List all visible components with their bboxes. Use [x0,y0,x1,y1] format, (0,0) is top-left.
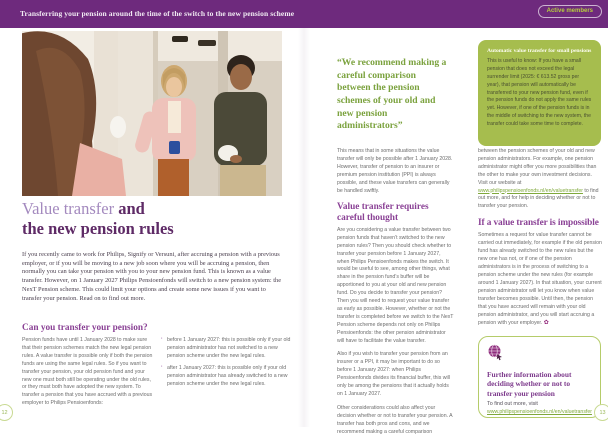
list-item: · before 1 January 2027: this is possible only if your old pension administrator has not switched to a new pension scheme under the new legal rules. [167,337,294,361]
paragraph: This means that in some situations the value transfer will only be possible after 1 January 2028. However, transfer of pension to an insurer or premium pension institution (PPI) is always possible, and these value transfers can generally be handled swiftly. [337,148,453,194]
transfer-conditions-list [160,337,294,392]
further-information-box [478,336,601,418]
page-number-left: 12 [0,404,13,421]
info-box-link[interactable]: www.philipspensioenfonds.nl/en/valuetransfer [487,408,592,415]
paragraph: Other considerations could also affect your decision whether or not to transfer your pension. A transfer has both pros and cons, and we recommend making a careful comparison [337,404,453,435]
paragraph-text: between the pension schemes of your old and new pension administrators. For example, one pension administrator might offer you more possibilities than the other to make your own investment decisions. Visit our website at [478,148,597,186]
banner-title: Transferring your pension around the time of the switch to the new pension scheme [20,9,295,18]
logo-flower-icon: ✿ [543,320,549,327]
top-banner [0,0,608,28]
list-item: · after 1 January 2027: this is possible only if your old pension administrator has already switched to a new pension scheme under the new legal rules. [167,365,294,389]
paragraph-text: to find out more, and for help in deciding whether or not to transfer your pension. [478,187,599,210]
section-heading-can-you-transfer: Can you transfer your pension? [22,323,148,333]
small-pensions-callout-box [478,40,601,146]
right-page-column-2 [478,148,603,335]
paragraph [478,148,603,211]
info-box-note: To find out more, visit [487,400,538,407]
paragraph [478,232,603,328]
section-body-can-you-transfer: Pension funds have until 1 January 2028 to make sure that their pension schemes match the new legal pension rules. A value transfer is possible only if both the pension funds are using the same legal rules. So if you want to transfer your pension, your old pension fund and your new one must both still be operating under the old rules, or they must both have adopted the new system. To transfer a pension that you have accrued with a previous employer to Philips Pensioenfonds: [22,337,153,407]
valuetransfer-link[interactable]: www.philipspensioenfonds.nl/en/valuetransfer [478,187,583,194]
paragraph-text: Sometimes a request for value transfer cannot be carried out immediately, for example if the old pension fund has already switched to the new rules but the new one has not, or if one of the pension administrators is in the process of switching to a pension scheme under the new rules (for example around 1 January 2027). In that situation, your current pension administrator will let you know when value transfer becomes possible. Until then, the pension that you have accrued will remain with your old pension administrator, and you will start accruing a pension with your employer. [478,232,602,327]
page-title-line2: the new pension rules [22,219,174,239]
section-heading-transfer-impossible: If a value transfer is impossible [478,218,599,229]
section-heading-careful-thought: Value transfer requires careful thought [337,202,429,223]
pull-quote: “We recommend making a careful comparison between the pension schemes of your old and new pension administrators” [337,57,447,132]
intro-paragraph: If you recently came to work for Philips, Signify or Versuni, after accruing a pension with a previous employer, or if you will be moving to a new job soon where you will be accruing a pension, then normally you can take your pension with you to your new pension fund. This is known as a value transfer. However, on 1 January 2027 Philips Pensioenfonds will switch to a new pension system: the NexT Pension scheme. This could limit your options and create some new issues if you want to transfer your pension. Read on to find out more. [22,251,282,302]
active-members-badge: Active members [538,5,602,18]
page-title [22,199,302,239]
page-number-right: 13 [594,404,608,421]
page-title-and: and [118,199,145,218]
info-box-heading: Further information about deciding whether or not to transfer your pension [487,370,572,398]
page-title-light: Value transfer [22,199,119,218]
right-page-column-1 [337,148,454,443]
callout-body: This is useful to know: If you have a small pension that does not exceed the legal surrender limit (2025: € 613.52 gross per year), that pension will automatically be transferred to your new pension fund, even if the pension funds do not apply the same rules yet. However, if one of the pension funds is in the middle of switching to the new system, the transfer could take some time to complete. [487,58,592,128]
paragraph: Also if you wish to transfer your pension from an insurer or a PPI, it may be important to do so before 1 January 2027: when Philips Pensioenfonds divides its financial buffer, this will only be among the pensions that it actually holds on 1 January 2027. [337,351,450,397]
callout-heading: Automatic value transfer for small pensions [487,48,592,54]
paragraph: Are you considering a value transfer between two pension funds that haven’t switched to the new pension rules? Then you should check whether to transfer your pension before 1 January 2027, when Philips Pensioenfonds makes the switch. It would be useful to see, among other things, what share in the pension fund’s buffer will be apportioned to you at your old and new pension fund. Do you decide to transfer your pension? Then you will need to request your value transfer as early as possible. However, whether or not the transfer is completed before we switch to the NexT Pension scheme depends not only on Philips Pensioenfonds: the other pension administrator will have to facilitate the value transfer. [337,226,454,344]
office-photo [22,31,282,196]
globe-cursor-icon [487,344,504,361]
office-photo-illustration [22,31,282,196]
